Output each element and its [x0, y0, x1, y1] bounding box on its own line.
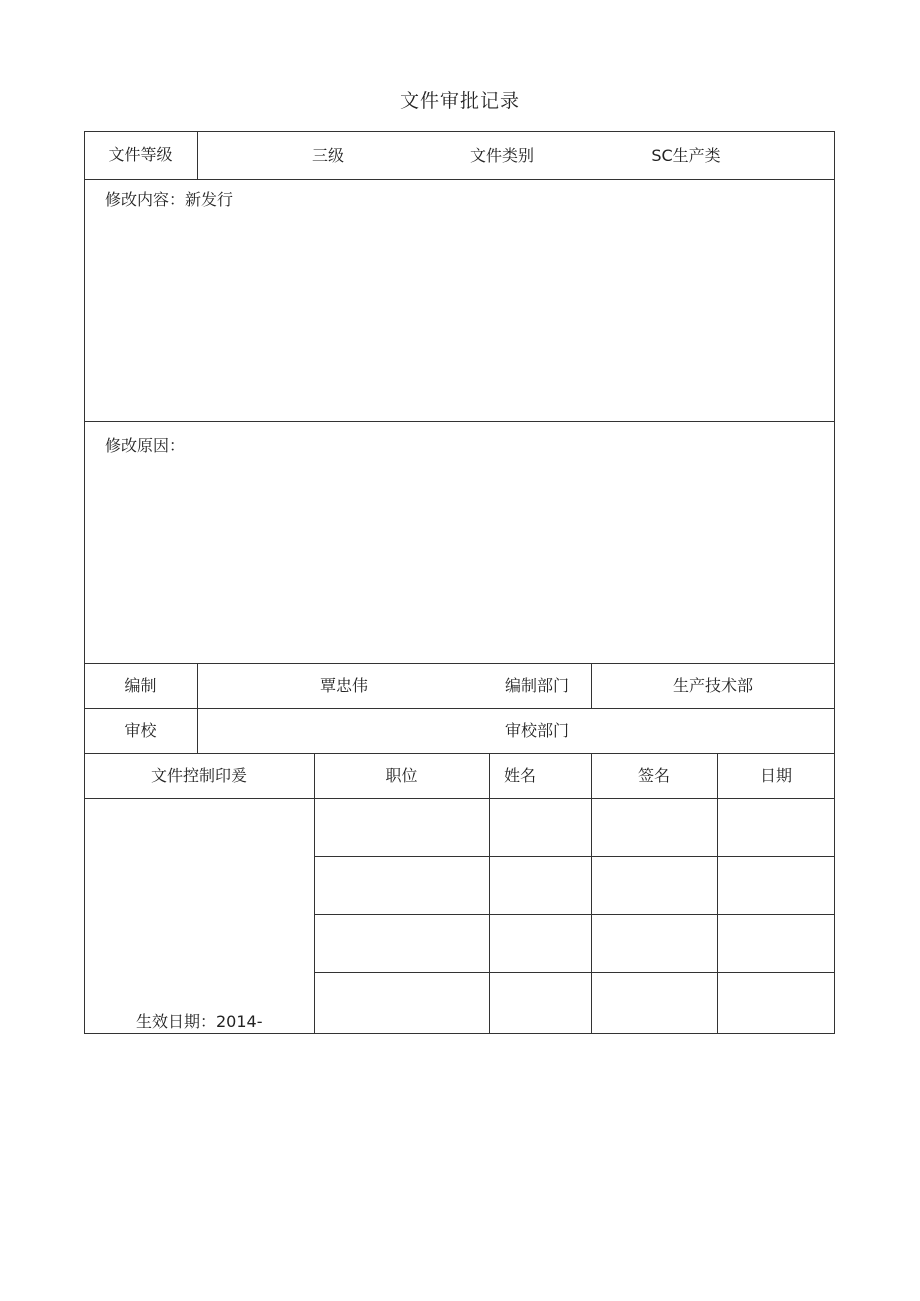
row-divider [84, 179, 835, 180]
date-header: 日期 [759, 766, 792, 785]
grid-row-divider [314, 914, 835, 915]
col-divider [591, 753, 592, 1034]
row-divider [84, 798, 835, 799]
name-header: 姓名 [503, 766, 536, 785]
col-divider [489, 753, 490, 1034]
col-divider [717, 753, 718, 1034]
grid-row-divider [314, 856, 835, 857]
compile-dept-value: 生产技术部 [672, 676, 753, 695]
effective-date: 生效日期：2014- [136, 1012, 263, 1031]
level-value: 三级 [311, 146, 344, 165]
compile-label: 编制 [124, 676, 157, 695]
stamp-header: 文件控制印爰 [150, 766, 247, 785]
signature-header: 签名 [637, 766, 670, 785]
row-divider [84, 753, 835, 754]
page-title: 文件审批记录 [399, 90, 520, 112]
approval-table [84, 131, 835, 1034]
compile-person: 覃忠伟 [319, 676, 368, 695]
grid-row-divider [314, 972, 835, 973]
level-label: 文件等级 [108, 145, 173, 164]
col-divider [314, 753, 315, 1034]
row-divider [84, 421, 835, 422]
position-header: 职位 [385, 766, 418, 785]
modify-content-label: 修改内容：新发行 [105, 190, 234, 209]
category-label: 文件类别 [469, 146, 534, 165]
modify-reason-label: 修改原因： [105, 436, 186, 455]
compile-dept-label: 编制部门 [504, 676, 569, 695]
review-label: 审校 [124, 721, 157, 740]
category-value: SC生产类 [651, 146, 721, 165]
col-divider [197, 663, 198, 753]
col-divider [197, 131, 198, 179]
review-dept-label: 审校部门 [504, 721, 569, 740]
